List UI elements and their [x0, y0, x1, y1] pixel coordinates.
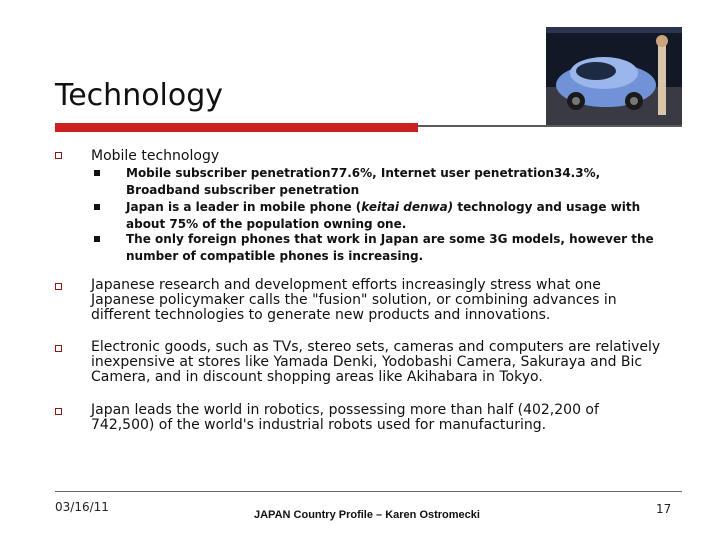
title-underline-accent — [55, 123, 418, 132]
bullet-text: Japanese research and development efforts increasingly stress what one Japanese policymaker calls the "fusion" solution, or combining advances in different technologies to generate new products and innovations. — [91, 277, 617, 323]
sub-bullet-text-pre: Japan is a leader in mobile phone ( — [126, 200, 362, 214]
sub-bullet-icon — [94, 236, 100, 242]
sub-bullet-icon — [94, 204, 100, 210]
bullet-square-icon — [55, 345, 62, 352]
bullet-square-icon — [55, 408, 62, 415]
sub-bullet-text — [126, 199, 686, 233]
sub-bullet-text: The only foreign phones that work in Japan are some 3G models, however the number of compatible phones is increasing. — [126, 232, 654, 263]
sub-bullet-text-italic: keitai denwa) — [361, 200, 454, 214]
footer-title: JAPAN Country Profile – Karen Ostromecki — [254, 509, 480, 521]
sub-bullet-icon — [94, 170, 100, 176]
slide-number: 17 — [656, 502, 672, 516]
sub-bullet-text-post: technology and usage with about 75% of the population owning one. — [126, 200, 641, 231]
sub-bullet-text: Mobile subscriber penetration77.6%, Internet user penetration34.3%, Broadband subscriber penetration — [126, 166, 601, 197]
bullet-square-icon — [55, 152, 62, 159]
bullet-text: Electronic goods, such as TVs, stereo sets, cameras and computers are relatively inexpensive at stores like Yamada Denki, Yodobashi Camera, Sakuraya and Bic Camera, and in discount shopping areas like Akihabara in Tokyo. — [91, 339, 661, 385]
title-underline — [418, 125, 682, 127]
car-show-photo — [546, 27, 682, 126]
bullet-text: Mobile technology — [91, 148, 220, 164]
footer-divider — [55, 491, 682, 492]
footer-date: 03/16/11 — [55, 500, 109, 514]
slide-title: Technology — [55, 78, 224, 113]
bullet-square-icon — [55, 283, 62, 290]
bullet-text: Japan leads the world in robotics, possessing more than half (402,200 of 742,500) of the world's industrial robots used for manufacturing. — [91, 402, 599, 433]
